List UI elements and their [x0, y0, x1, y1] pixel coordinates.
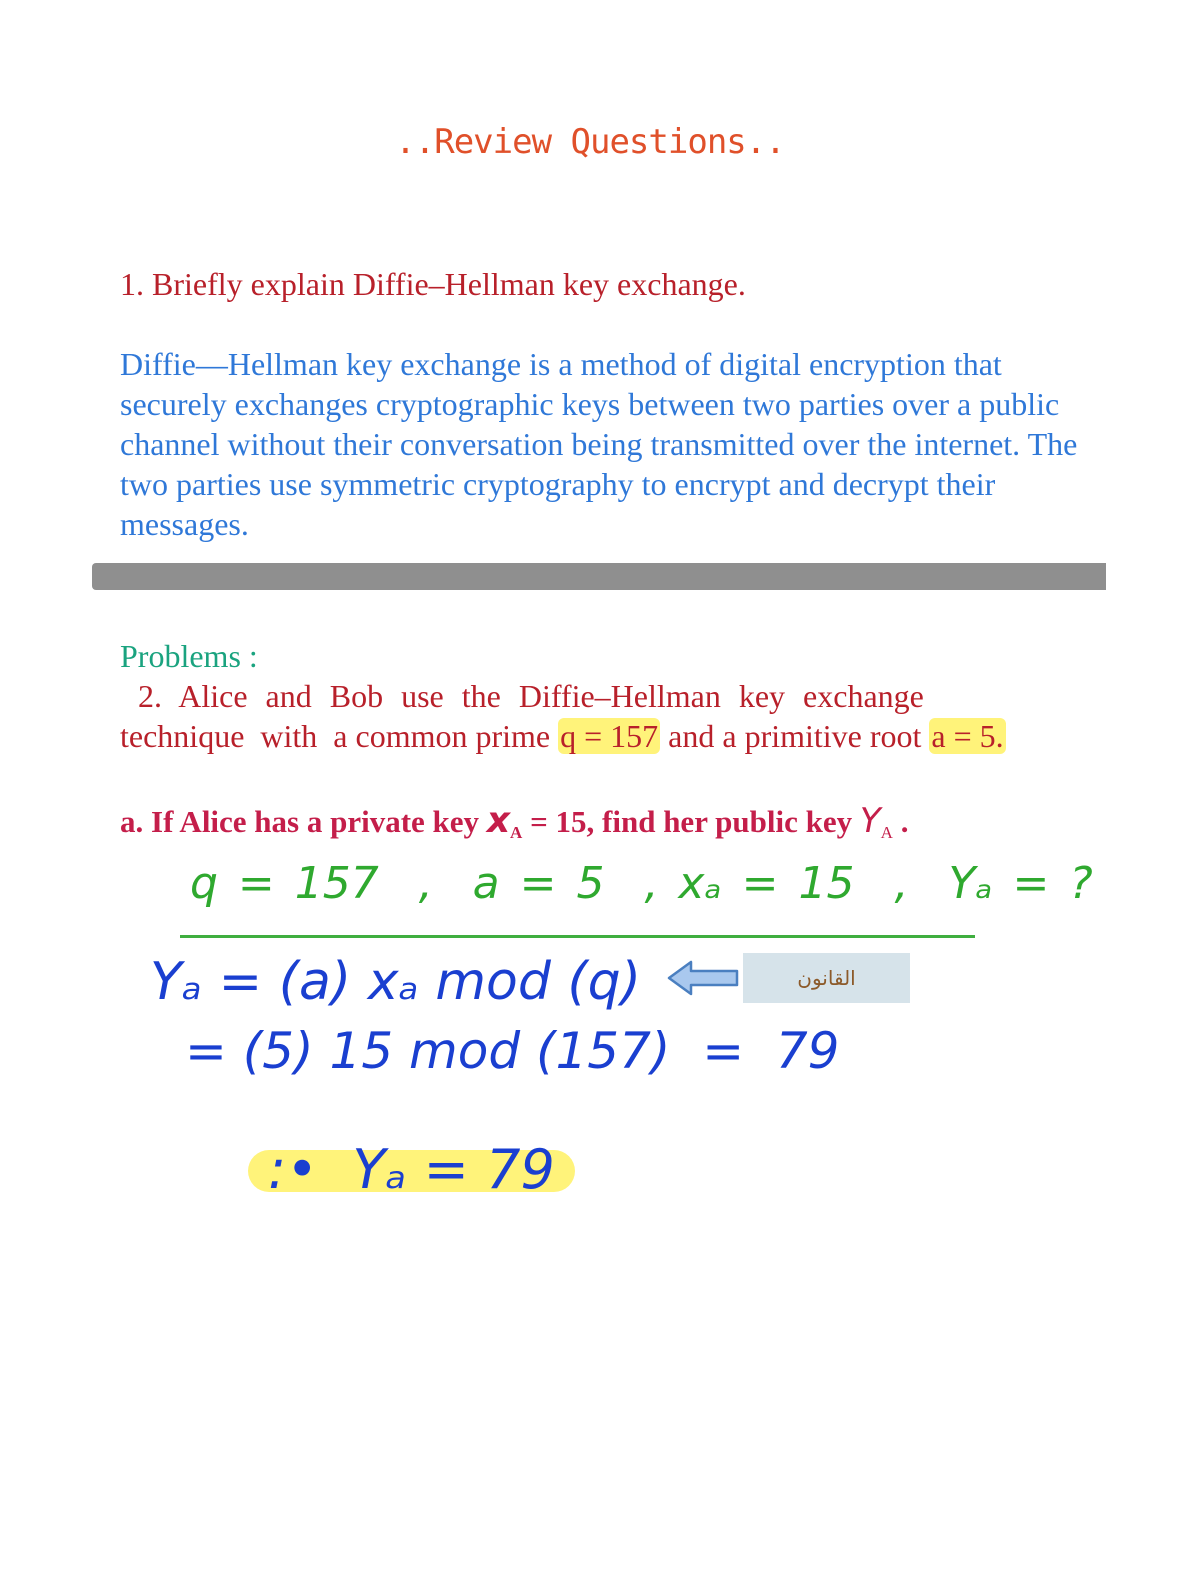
- problem-2-text-mid: and a primitive root: [660, 718, 930, 754]
- answer-1: Diffie—Hellman key exchange is a method of digital encryption that securely exchanges cryptographic keys between two parties over a public channel without their conversation being transmitted over the internet. The two parties use symmetric cryptography to encrypt and decrypt their messages.: [120, 346, 1078, 542]
- private-key-symbol: x: [486, 800, 511, 841]
- root-a-highlight: a = 5.: [931, 718, 1004, 754]
- section-divider: [92, 563, 1106, 590]
- part-a-end: .: [892, 804, 909, 839]
- part-a-question: [120, 800, 908, 843]
- page-title: ..Review Questions..: [395, 122, 785, 162]
- given-values-handwriting: q = 157 , a = 5 , xₐ = 15 , Yₐ = ?: [190, 858, 1093, 909]
- prime-q-highlight: q = 157: [560, 718, 659, 754]
- public-key-subscript: A: [880, 822, 893, 842]
- problems-label: Problems :: [120, 638, 258, 674]
- problem-2-text: technique with a common prime: [120, 718, 559, 754]
- result-handwriting: :• Yₐ = 79: [268, 1138, 555, 1201]
- part-a-text-mid: = 15, find her public key: [522, 804, 860, 839]
- green-underline: [180, 935, 975, 938]
- problem-2-line-1: 2. Alice and Bob use the Diffie–Hellman key exchange: [120, 678, 924, 714]
- law-label-box: القانون: [743, 953, 910, 1003]
- arrow-left-icon: [665, 958, 741, 998]
- part-a-text: a. If Alice has a private key: [120, 804, 487, 839]
- private-key-subscript: A: [510, 822, 523, 842]
- public-key-symbol: Y: [859, 801, 881, 841]
- formula-handwriting: Yₐ = (a) xₐ mod (q): [150, 952, 641, 1012]
- problem-2-line-2: [120, 718, 1006, 755]
- question-1: 1. Briefly explain Diffie–Hellman key exchange.: [120, 266, 746, 302]
- calculation-handwriting: = (5) 15 mod (157) = 79: [185, 1022, 840, 1080]
